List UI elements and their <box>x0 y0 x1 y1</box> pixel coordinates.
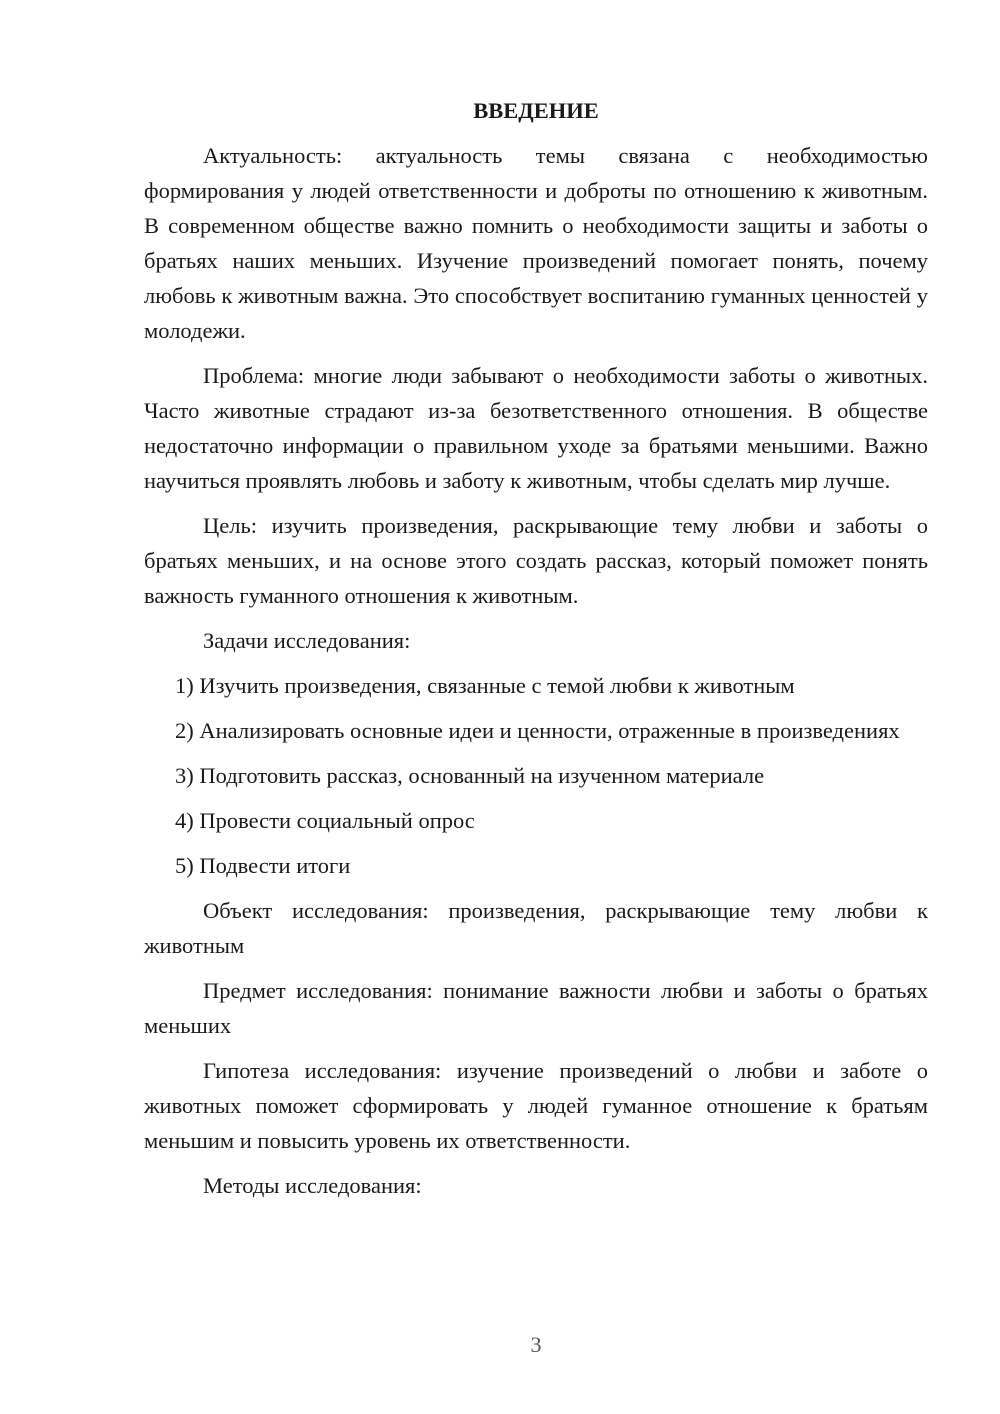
hypothesis-paragraph: Гипотеза исследования: изучение произведений о любви и заботе о животных поможет сформировать у людей гуманное отношение к братьям меньшим и повысить уровень их ответственности. <box>144 1058 928 1153</box>
tasks-heading: Задачи исследования: <box>203 628 411 653</box>
object-paragraph: Объект исследования: произведения, раскрывающие тему любви к животным <box>144 898 928 958</box>
problem-paragraph: Проблема: многие люди забывают о необходимости заботы о животных. Часто животные страдают из-за безответственного отношения. В обществе недостаточно информации о правильном уходе за братьями меньшими. Важно научиться проявлять любовь и заботу к животным, чтобы сделать мир лучше. <box>144 363 928 493</box>
section-title: ВВЕДЕНИЕ <box>473 98 599 123</box>
relevance-paragraph: Актуальность: актуальность темы связана с необходимостью формирования у людей ответственности и доброты по отношению к животным. В современном обществе важно помнить о необходимости защиты и заботы о братьях наших меньших. Изучение произведений помогает понять, почему любовь к животным важна. Это способствует воспитанию гуманных ценностей у молодежи. <box>144 143 928 343</box>
methods-heading: Методы исследования: <box>203 1173 422 1198</box>
task-item-1: 1) Изучить произведения, связанные с темой любви к животным <box>175 673 795 698</box>
page-number: 3 <box>530 1332 542 1357</box>
task-item-4: 4) Провести социальный опрос <box>175 808 475 833</box>
task-item-3: 3) Подготовить рассказ, основанный на изученном материале <box>175 763 765 788</box>
task-item-5: 5) Подвести итоги <box>175 853 351 878</box>
subject-paragraph: Предмет исследования: понимание важности любви и заботы о братьях меньших <box>144 978 928 1038</box>
goal-paragraph: Цель: изучить произведения, раскрывающие тему любви и заботы о братьях меньших, и на основе этого создать рассказ, который поможет понять важность гуманного отношения к животным. <box>144 513 928 608</box>
task-item-2: 2) Анализировать основные идеи и ценности, отраженные в произведениях <box>175 718 900 743</box>
document-page <box>144 96 928 1213</box>
